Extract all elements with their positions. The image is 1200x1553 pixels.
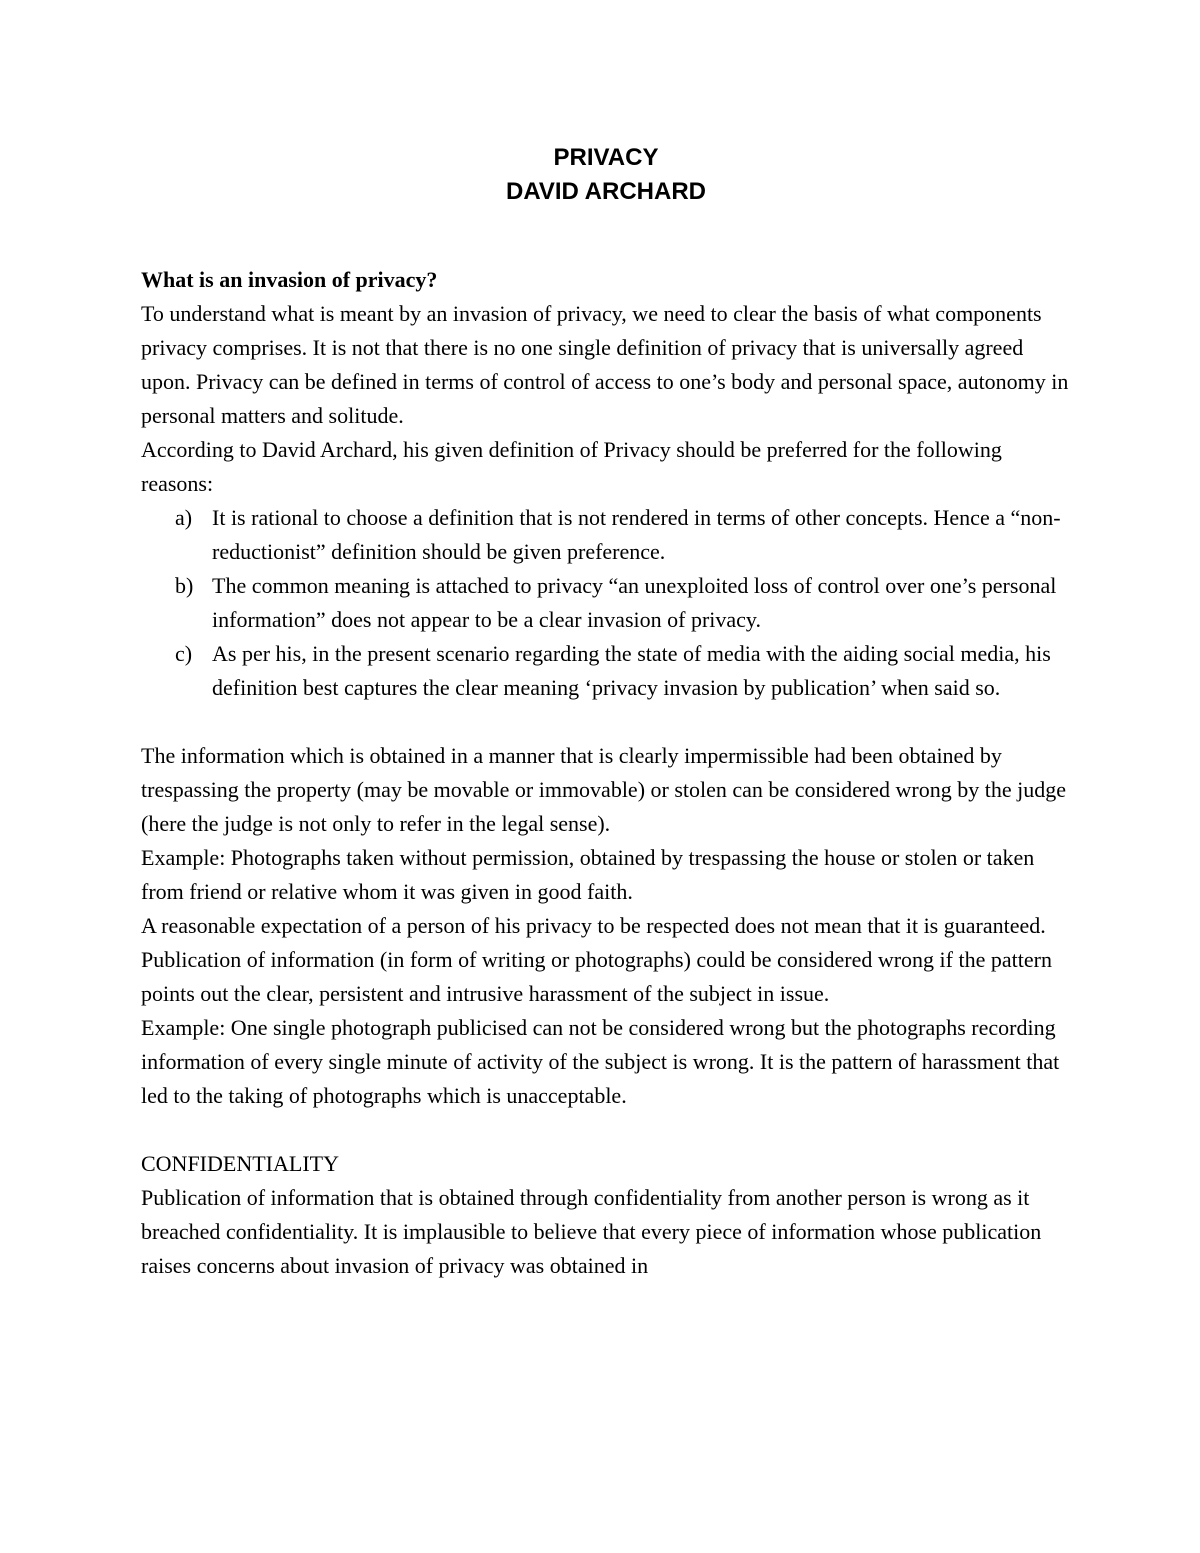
list-item xyxy=(141,637,1071,705)
paragraph-impermissible-info: The information which is obtained in a manner that is clearly impermissible had been obtained by trespassing the property (may be movable or immovable) or stolen can be considered wrong by the judge (here the judge is not only to refer in the legal sense). xyxy=(141,743,1066,836)
spacer xyxy=(141,229,1071,263)
spacer xyxy=(141,209,1071,229)
list-item-text: As per his, in the present scenario regarding the state of media with the aiding social media, his definition best captures the clear meaning ‘privacy invasion by publication’ when said so. xyxy=(212,641,1051,700)
document-title: PRIVACY xyxy=(553,144,659,171)
document-page xyxy=(141,141,1071,1283)
section-heading: What is an invasion of privacy? xyxy=(141,267,438,292)
intro-paragraph: To understand what is meant by an invasion of privacy, we need to clear the basis of what components privacy comprises. It is not that there is no one single definition of privacy that is universally agreed upon. Privacy can be defined in terms of control of access to one’s body and personal space, autonomy in personal matters and solitude. xyxy=(141,301,1069,428)
paragraph-example-harassment: Example: One single photograph publicised can not be considered wrong but the photographs recording information of every single minute of activity of the subject is wrong. It is the pattern of harassment that led to the taking of photographs which is unacceptable. xyxy=(141,1015,1060,1108)
paragraph-publication-wrong: Publication of information (in form of writing or photographs) could be considered wrong if the pattern points out the clear, persistent and intrusive harassment of the subject in issue. xyxy=(141,947,1052,1006)
reasons-list xyxy=(141,501,1071,705)
list-marker: b) xyxy=(175,573,194,598)
document-author: DAVID ARCHARD xyxy=(506,178,706,205)
list-item-text: It is rational to choose a definition that is not rendered in terms of other concepts. Hence a “non-reductionist” definition should be given preference. xyxy=(212,505,1061,564)
list-item xyxy=(141,501,1071,569)
confidentiality-paragraph: Publication of information that is obtained through confidentiality from another person is wrong as it breached confidentiality. It is implausible to believe that every piece of information whose publication raises concerns about invasion of privacy was obtained in xyxy=(141,1185,1042,1278)
spacer xyxy=(141,1113,1071,1147)
list-marker: a) xyxy=(175,505,193,530)
list-item-text: The common meaning is attached to privacy “an unexploited loss of control over one’s personal information” does not appear to be a clear invasion of privacy. xyxy=(212,573,1057,632)
spacer xyxy=(141,705,1071,739)
paragraph-example-photographs: Example: Photographs taken without permission, obtained by trespassing the house or stolen or taken from friend or relative whom it was given in good faith. xyxy=(141,845,1035,904)
list-item xyxy=(141,569,1071,637)
confidentiality-heading: CONFIDENTIALITY xyxy=(141,1151,339,1176)
archard-lead-paragraph: According to David Archard, his given definition of Privacy should be preferred for the following reasons: xyxy=(141,437,1002,496)
list-marker: c) xyxy=(175,641,193,666)
paragraph-reasonable-expectation: A reasonable expectation of a person of his privacy to be respected does not mean that it is guaranteed. xyxy=(141,913,1046,938)
